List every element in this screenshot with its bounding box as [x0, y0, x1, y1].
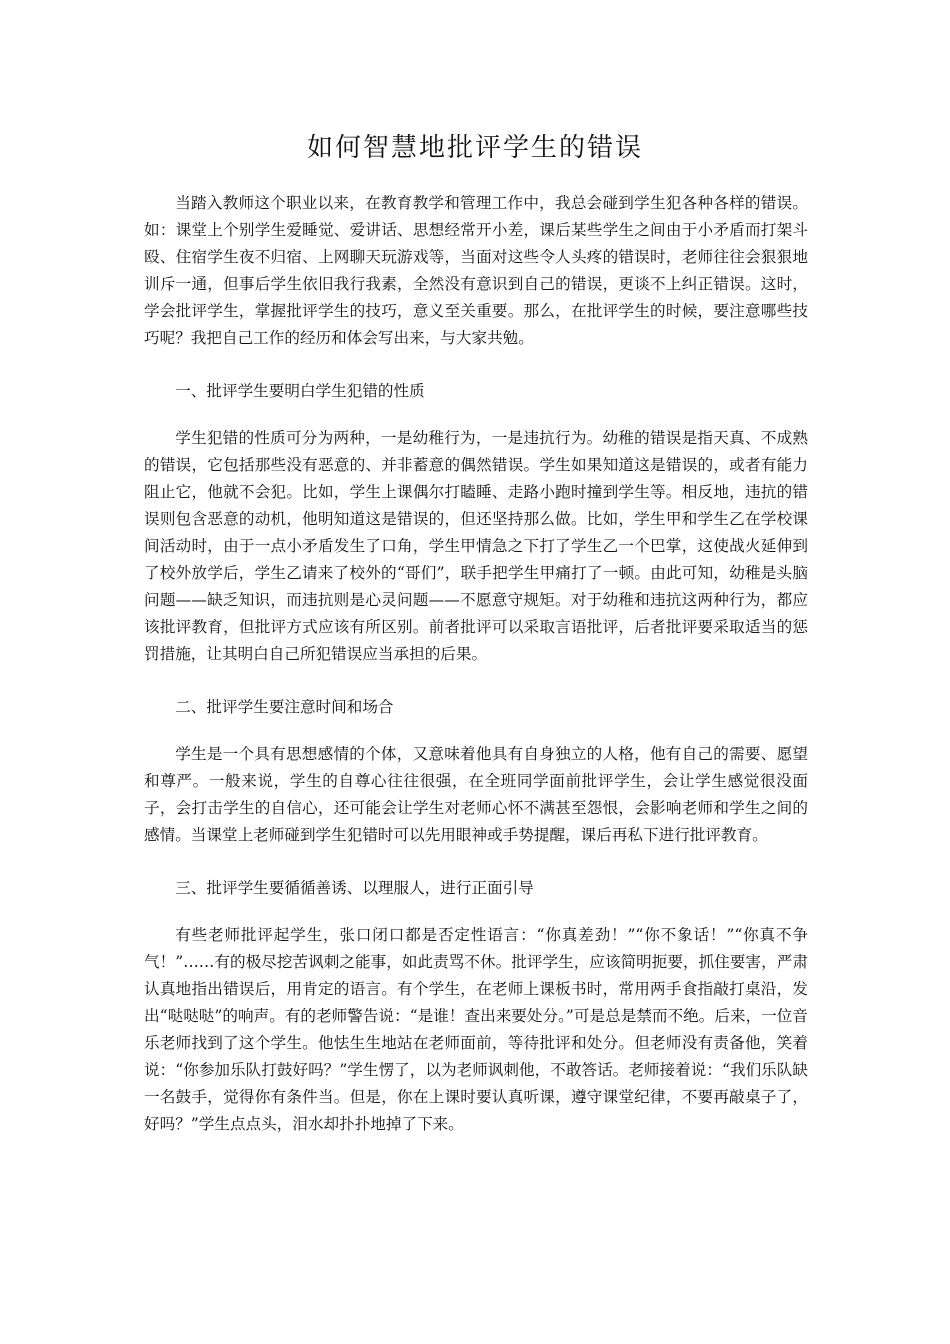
section-body-2: 学生是一个具有思想感情的个体，又意味着他具有自身独立的人格，他有自己的需要、愿望和尊严。一般来说，学生的自尊心往往很强，在全班同学面前批评学生，会让学生感觉很没面子，会打击学生的自信心，还可能会让学生对老师心怀不满甚至怨恨，会影响老师和学生之间的感情。当课堂上老师碰到学生犯错时可以先用眼神或手势提醒，课后再私下进行批评教育。 — [144, 745, 808, 844]
section-heading-2: 二、批评学生要注意时间和场合 — [175, 698, 394, 716]
section-heading-1: 一、批评学生要明白学生犯错的性质 — [175, 382, 425, 400]
document-body — [144, 190, 808, 1164]
intro-paragraph: 当踏入教师这个职业以来，在教育教学和管理工作中，我总会碰到学生犯各种各样的错误。如：课堂上个别学生爱睡觉、爱讲话、思想经常开小差，课后某些学生之间由于小矛盾而打架斗殴、住宿学生夜不归宿、上网聊天玩游戏等，当面对这些令人头疼的错误时，老师往往会狠狠地训斥一通，但事后学生依旧我行我素，全然没有意识到自己的错误，更谈不上纠正错误。这时，学会批评学生，掌握批评学生的技巧，意义至关重要。那么，在批评学生的时候，要注意哪些技巧呢？我把自己工作的经历和体会写出来，与大家共勉。 — [144, 194, 808, 347]
page-title: 如何智慧地批评学生的错误 — [306, 133, 643, 163]
section-heading-3: 三、批评学生要循循善诱、以理服人，进行正面引导 — [175, 879, 534, 897]
section-body-3: 有些老师批评起学生，张口闭口都是否定性语言：“你真差劲！”“你不象话！”“你真不争气！”……有的极尽挖苦讽刺之能事，如此责骂不休。批评学生，应该简明扼要，抓住要害，严肃认真地指出错误后，用肯定的语言。有个学生，在老师上课板书时，常用两手食指敲打桌沿，发出“哒哒哒”的响声。有的老师警告说：“是谁！查出来要处分。”可是总是禁而不绝。后来，一位音乐老师找到了这个学生。他怯生生地站在老师面前，等待批评和处分。但老师没有责备他，笑着说：“你参加乐队打鼓好吗？”学生愣了，以为老师讽刺他，不敢答话。老师接着说：“我们乐队缺一名鼓手，觉得你有条件当。但是，你在上课时要认真听课，遵守课堂纪律，不要再敲桌子了，好吗？”学生点点头，泪水却扑扑地掉了下来。 — [144, 926, 808, 1133]
section-body-1: 学生犯错的性质可分为两种，一是幼稚行为，一是违抗行为。幼稚的错误是指天真、不成熟的错误，它包括那些没有恶意的、并非蓄意的偶然错误。学生如果知道这是错误的，或者有能力阻止它，他就不会犯。比如，学生上课偶尔打瞌睡、走路小跑时撞到学生等。相反地，违抗的错误则包含恶意的动机，他明知道这是错误的，但还坚持那么做。比如，学生甲和学生乙在学校课间活动时，由于一点小矛盾发生了口角，学生甲情急之下打了学生乙一个巴掌，这使战火延伸到了校外放学后，学生乙请来了校外的“哥们”，联手把学生甲痛打了一顿。由此可知，幼稚是头脑问题——缺乏知识，而违抗则是心灵问题——不愿意守规矩。对于幼稚和违抗这两种行为，都应该批评教育，但批评方式应该有所区别。前者批评可以采取言语批评，后者批评要采取适当的惩罚措施，让其明白自己所犯错误应当承担的后果。 — [144, 429, 808, 663]
